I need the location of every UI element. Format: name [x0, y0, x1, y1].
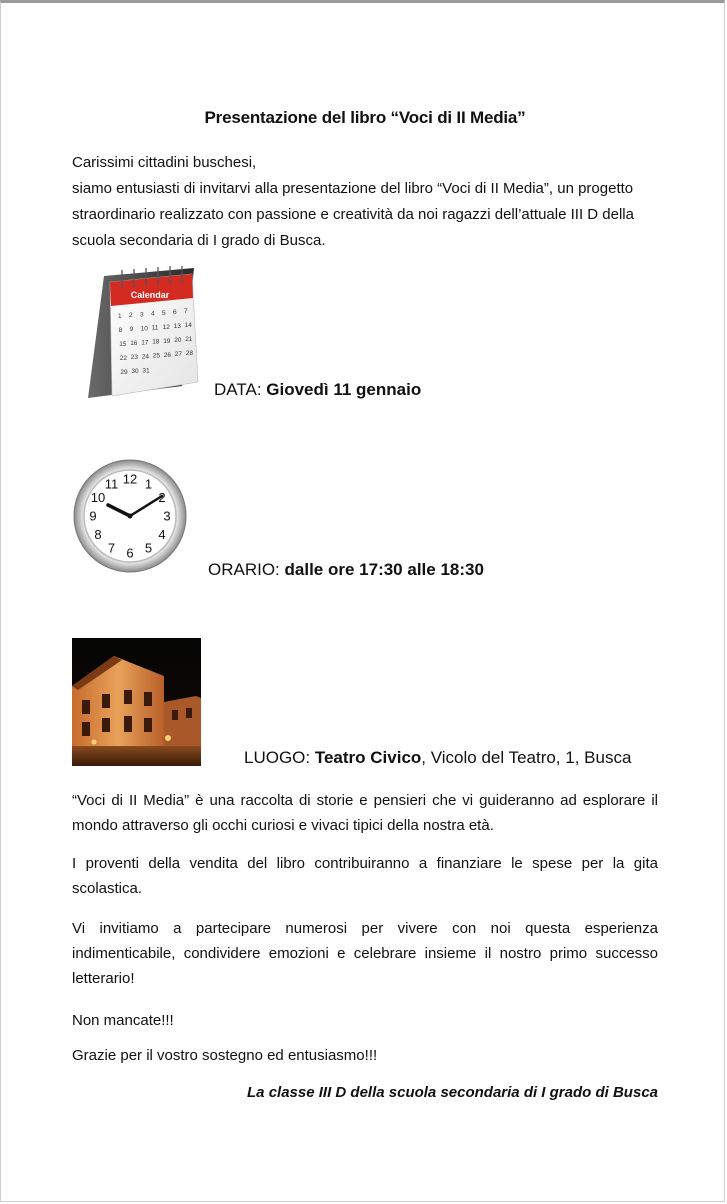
- paragraph-3: [72, 916, 658, 991]
- greeting: Carissimi cittadini buschesi,: [72, 154, 257, 171]
- calendar-day: 23: [130, 354, 139, 362]
- intro-text: siamo entusiasti di invitarvi alla presentazione del libro “Voci di II Media”, un progetto straordinario realizzato con passione e creatività da noi ragazzi dell’attuale III D della scuola secondaria di I grado di Busca.: [72, 180, 634, 249]
- date-value: Giovedì 11 gennaio: [266, 380, 422, 399]
- clock-numeral: 5: [144, 540, 153, 556]
- calendar-icon: [82, 266, 200, 400]
- calendar-day: 4: [151, 310, 155, 318]
- calendar-day: 9: [129, 326, 134, 334]
- calendar-day: 5: [162, 309, 166, 317]
- clock-numeral: 7: [107, 540, 116, 556]
- calendar-day: 7: [184, 308, 188, 316]
- calendar-day: 26: [163, 351, 172, 359]
- date-row: [72, 262, 658, 402]
- calendar-day: 19: [163, 337, 171, 345]
- paragraph-3-text: Vi invitiamo a partecipare numerosi per vivere con noi questa esperienza indimenticabile, condividere emozioni e celebrare insieme il nostro primo successo letterario!: [72, 920, 658, 987]
- calendar-day: 28: [185, 350, 194, 358]
- clock-numeral: 10: [90, 490, 106, 505]
- calendar-day: 21: [185, 336, 193, 344]
- calendar-day: 11: [151, 324, 159, 332]
- clock-icon: [72, 456, 188, 576]
- calendar-day: 30: [131, 368, 139, 376]
- calendar-day: 16: [130, 340, 138, 348]
- calendar-day: 25: [152, 352, 161, 360]
- calendar-day: 24: [141, 353, 150, 361]
- time-value: dalle ore 17:30 alle 18:30: [284, 560, 484, 579]
- clock-numeral: 1: [144, 476, 153, 492]
- time-label-text: ORARIO:: [208, 560, 285, 579]
- calendar-day: 29: [120, 369, 128, 376]
- calendar-header-text: Calendar: [130, 290, 170, 300]
- clock-numeral: 6: [126, 545, 134, 561]
- paragraph-4: [72, 1008, 658, 1033]
- calendar-day: 12: [162, 323, 170, 331]
- paragraph-1-text: “Voci di II Media” è una raccolta di storie e pensieri che vi guideranno ad esplorare il mondo attraverso gli occhi curiosi e vivaci tipici della nostra età.: [72, 792, 658, 834]
- signature: La classe III D della scuola secondaria di I grado di Busca: [247, 1084, 658, 1101]
- calendar-day: 27: [174, 351, 183, 358]
- calendar-day: 22: [119, 355, 128, 362]
- time-label: [208, 560, 484, 580]
- place-label-text: LUOGO:: [244, 748, 315, 767]
- calendar-day: 31: [142, 367, 150, 375]
- paragraph-1: [72, 788, 658, 838]
- theater-photo: [72, 638, 201, 766]
- clock-numeral: 11: [104, 476, 119, 492]
- date-label-text: DATA:: [214, 380, 267, 399]
- paragraph-5: [72, 1043, 658, 1068]
- calendar-day: 3: [140, 311, 144, 319]
- calendar-day: 20: [174, 337, 182, 344]
- clock-numeral: 2: [158, 490, 166, 505]
- clock-numeral: 3: [163, 508, 171, 524]
- calendar-day: 8: [118, 327, 123, 334]
- place-venue: Teatro Civico: [314, 748, 422, 767]
- calendar-day: 10: [140, 325, 148, 333]
- calendar-day: 14: [184, 322, 192, 330]
- paragraph-5-text: Grazie per il vostro sostegno ed entusiasmo!!!: [72, 1047, 378, 1064]
- paragraph-2: [72, 851, 658, 901]
- place-address: , Vicolo del Teatro, 1, Busca: [421, 748, 632, 767]
- time-row: [72, 452, 658, 582]
- clock-numeral: 12: [122, 471, 138, 487]
- paragraph-2-text: I proventi della vendita del libro contribuiranno a finanziare le spese per la gita scolastica.: [72, 855, 658, 897]
- calendar-day: 2: [129, 312, 133, 320]
- calendar-day: 17: [141, 339, 149, 347]
- place-label: [244, 748, 631, 768]
- page-title: Presentazione del libro “Voci di II Media”: [204, 108, 526, 127]
- calendar-day: 15: [119, 341, 127, 348]
- paragraph-4-text: Non mancate!!!: [72, 1012, 174, 1029]
- clock-numeral: 4: [158, 527, 166, 542]
- clock-numeral: 9: [89, 508, 97, 524]
- intro-block: [72, 150, 658, 254]
- calendar-day: 6: [173, 309, 177, 316]
- place-row: [72, 638, 658, 778]
- clock-numeral: 8: [94, 527, 102, 542]
- calendar-day: 13: [173, 323, 181, 330]
- calendar-day: 1: [118, 313, 122, 320]
- date-label: [214, 380, 421, 400]
- calendar-day: 18: [152, 338, 160, 346]
